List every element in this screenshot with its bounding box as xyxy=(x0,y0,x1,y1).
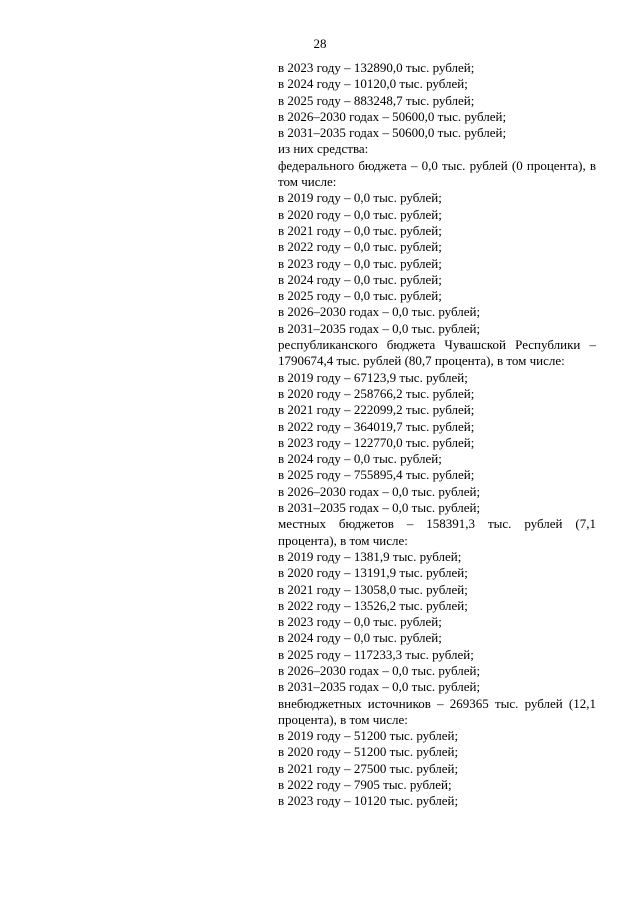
text-line: в 2023 году – 0,0 тыс. рублей; xyxy=(278,614,442,630)
text-line: в 2025 году – 883248,7 тыс. рублей; xyxy=(278,92,475,108)
text-paragraph: федерального бюджета – 0,0 тыс. рублей (0 процента), в том числе: xyxy=(278,157,596,190)
page-number: 28 xyxy=(313,36,327,51)
text-line: в 2020 году – 0,0 тыс. рублей; xyxy=(278,206,442,222)
text-line: в 2026–2030 годах – 50600,0 тыс. рублей; xyxy=(278,108,507,124)
text-line: в 2024 году – 0,0 тыс. рублей; xyxy=(278,630,442,646)
text-line: в 2024 году – 10120,0 тыс. рублей; xyxy=(278,76,468,92)
text-line: в 2021 году – 13058,0 тыс. рублей; xyxy=(278,581,468,597)
text-paragraph: местных бюджетов – 158391,3 тыс. рублей (7,1 процента), в том числе: xyxy=(278,516,596,548)
text-line: в 2031–2035 годах – 0,0 тыс. рублей; xyxy=(278,679,481,695)
text-line: в 2025 году – 0,0 тыс. рублей; xyxy=(278,288,442,304)
text-line: в 2019 году – 67123,9 тыс. рублей; xyxy=(278,369,468,385)
text-line: в 2024 году – 0,0 тыс. рублей; xyxy=(278,451,442,467)
text-line: в 2026–2030 годах – 0,0 тыс. рублей; xyxy=(278,662,481,678)
text-line: в 2020 году – 258766,2 тыс. рублей; xyxy=(278,385,475,401)
text-line: в 2022 году – 364019,7 тыс. рублей; xyxy=(278,418,475,434)
text-line: в 2023 году – 132890,0 тыс. рублей; xyxy=(278,60,475,75)
text-line: в 2023 году – 122770,0 тыс. рублей; xyxy=(278,434,475,450)
text-line: в 2019 году – 51200 тыс. рублей; xyxy=(278,728,459,744)
text-line: в 2025 году – 755895,4 тыс. рублей; xyxy=(278,467,475,483)
text-line: в 2019 году – 0,0 тыс. рублей; xyxy=(278,190,442,206)
text-line: в 2021 году – 222099,2 тыс. рублей; xyxy=(278,402,475,418)
text-line: в 2026–2030 годах – 0,0 тыс. рублей; xyxy=(278,483,481,499)
text-line: в 2024 году – 0,0 тыс. рублей; xyxy=(278,271,442,287)
text-line: в 2021 году – 0,0 тыс. рублей; xyxy=(278,222,442,238)
text-line: в 2031–2035 годах – 0,0 тыс. рублей; xyxy=(278,500,481,516)
text-line: в 2022 году – 13526,2 тыс. рублей; xyxy=(278,597,468,613)
text-paragraph: внебюджетных источников – 269365 тыс. рублей (12,1 процента), в том числе: xyxy=(278,695,596,727)
text-line: в 2031–2035 годах – 50600,0 тыс. рублей; xyxy=(278,125,507,141)
text-line: в 2022 году – 7905 тыс. рублей; xyxy=(278,777,452,793)
document-body xyxy=(278,60,596,810)
text-line: в 2020 году – 13191,9 тыс. рублей; xyxy=(278,565,468,581)
text-line: в 2020 году – 51200 тыс. рублей; xyxy=(278,744,459,760)
text-line: в 2026–2030 годах – 0,0 тыс. рублей; xyxy=(278,304,481,320)
text-line: в 2021 году – 27500 тыс. рублей; xyxy=(278,760,459,776)
text-line: в 2023 году – 0,0 тыс. рублей; xyxy=(278,255,442,271)
text-line: в 2023 году – 10120 тыс. рублей; xyxy=(278,793,459,809)
text-line: из них средства: xyxy=(278,141,369,157)
text-line: в 2019 году – 1381,9 тыс. рублей; xyxy=(278,548,462,564)
text-line: в 2031–2035 годах – 0,0 тыс. рублей; xyxy=(278,320,481,336)
text-paragraph: республиканского бюджета Чувашской Республики – 1790674,4 тыс. рублей (80,7 процента), в том числе: xyxy=(278,337,596,369)
text-line: в 2025 году – 117233,3 тыс. рублей; xyxy=(278,646,474,662)
text-line: в 2022 году – 0,0 тыс. рублей; xyxy=(278,239,442,255)
